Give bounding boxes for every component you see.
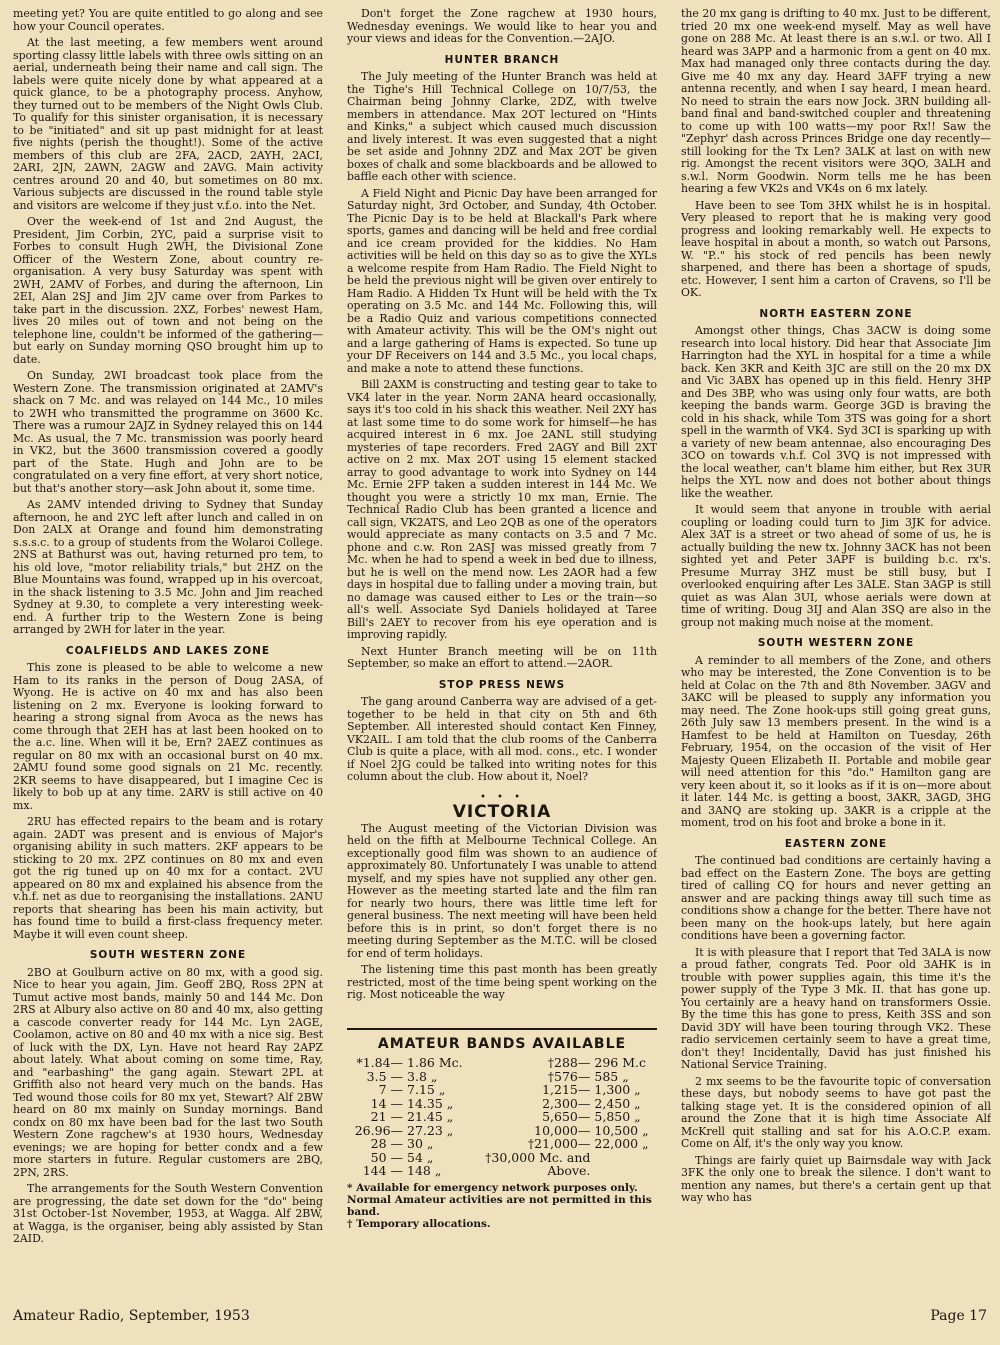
paragraph: Next Hunter Branch meeting will be on 11th September, so make an effort to attend.—2AOR. <box>347 644 657 670</box>
paragraph: 2 mx seems to be the favourite topic of conversation these days, but nobody seems to have got past the talking stage yet. It is the considered opinion of all around the Zone that it is high time Associate Alf McKrell quit stalling and sat for his A.O.C.P. exam. Come on Alf, it's the only way you know. <box>681 1074 991 1150</box>
bands-row <box>347 1164 657 1178</box>
paragraph: The continued bad conditions are certainly having a bad effect on the Eastern Zone. The boys are getting tired of calling CQ for hours and never getting an answer and are packing things away till such time as conditions show a change for the better. There have not been many on the hook-ups lately, but here again conditions have been a governing factor. <box>681 854 991 942</box>
bands-cell: †576— <box>547 1068 591 1084</box>
paragraph: A Field Night and Picnic Day have been arranged for Saturday night, 3rd October, and Sunday, 4th October. The Picnic Day is to be held at Blackall's Park where sports, games and dancing will be held and free cordial and ice cream provided for the kiddies. No Ham activities will be held on this day so as to give the XYLs a welcome respite from Ham Radio. The Field Night to be held the previous night will be given over entirely to Ham Radio. A Hidden Tx Hunt will be held with the Tx operating on 3.5 Mc. and 144 Mc. Following this, will be a Radio Quiz and various competitions connected with Amateur activity. This will be the OM's night out and a large gathering of Hams is expected. So tune up your DF Receivers on 144 and 3.5 Mc., you local chaps, and make a note to attend these functions. <box>347 186 657 375</box>
bands-cell: *1.84— <box>356 1055 404 1070</box>
bands-cell: 7 — <box>378 1082 404 1097</box>
bands-cell: 2,450 „ <box>594 1095 641 1111</box>
bands-cell: 585 „ <box>594 1068 629 1084</box>
bands-cell: 54 „ <box>407 1149 434 1165</box>
bands-cell: 5,650— <box>542 1109 591 1124</box>
bands-row <box>347 1070 657 1084</box>
bands-row <box>347 1110 657 1124</box>
paragraph: At the last meeting, a few members went around sporting classy little labels with three owls sitting on an aerial, underneath being their name and call sign. The labels were quite nicely done by what appeared at a quick glance, to be a photography process. Anyhow, they turned out to be members of the Night Owls Club. To qualify for this sinister organisation, it is necessary to be "initiated" and sit up past midnight for at least five nights (perish the thought!). Some of the active members of this club are 2FA, 2ACD, 2AYH, 2ACI, 2ARI, 2JN, 2AWN, 2AGW and 2AVG. Main activity centres around 20 and 40, but sometimes on 80 mx. Various subjects are discussed in the round table style and visitors are welcome if they just v.f.o. into the Net. <box>13 36 323 212</box>
bands-row <box>347 1151 657 1165</box>
paragraph: Bill 2AXM is constructing and testing gear to take to VK4 later in the year. Norm 2ANA heard occasionally, says it's too cold in his shack this weather. Neil 2XY has at last some time to do some work for himself—he has acquired interest in 6 mx. Joe 2ANL still studying mysteries of tape recorders. Fred 2AGY and Bill 2XT active on 2 mx. Max 2OT using 15 element stacked array to good advantage to work into Sydney on 144 Mc. Ernie 2FP taken a sudden interest in 144 Mc. We thought you were a strictly 10 mx man, Ernie. The Technical Radio Club has been granted a licence and call sign, VK2ATS, and Leo 2QB as one of the operators would appreciate as many contacts on 3.5 and 7 Mc. phone and c.w. Ron 2ASJ was missed greatly from 7 Mc. when he had to spend a week in bed due to illness, but he is well on the mend now. Les 2AOR had a few days in hospital due to falling under a moving train, but no damage was caused either to Les or the train—so all's well. Associate Syd Daniels holidayed at Taree Bill's 2AEY to recover from his eye operation and is improving rapidly. <box>347 378 657 641</box>
bands-cell: 148 „ <box>407 1163 442 1178</box>
page-footer <box>13 1308 987 1328</box>
bands-note: * Available for emergency network purposes only. Normal Amateur activities are not permitted in this band. <box>347 1181 652 1218</box>
bands-cell: †21,000— <box>527 1136 591 1151</box>
division-heading: VICTORIA <box>452 802 552 822</box>
section-heading: SOUTH WESTERN ZONE <box>757 637 915 649</box>
bands-cell: 22,000 „ <box>594 1136 649 1151</box>
paragraph: Don't forget the Zone ragchew at 1930 hours, Wednesday evenings. We would like to hear you and your views and ideas for the Convention.—2AJO. <box>347 8 657 45</box>
bands-cell: 21.45 „ <box>407 1109 454 1124</box>
bands-cell: 5,850 „ <box>594 1109 641 1124</box>
paragraph: the 20 mx gang is drifting to 40 mx. Just to be different, tried 20 mx one week-end myself. May as well have gone on 288 Mc. At least there is an s.w.l. or two. All I heard was 3APP and a harmonic from a gent on 40 mx. Max had managed only three contacts during the day. Give me 40 mx any day. Heard 3AFF trying a new antenna recently, and when I say heard, I mean heard. No need to strain the ears now Jock. 3RN building all-band final and band-switched coupler and threatening to come up with 100 watts—my poor Rx!! Saw the "Zephyr' dash across Princes Bridge one day recently—still looking for the Tx Len? 3ALK at last on with new rig. Amongst the recent visitors were 3QO, 3ALH and s.w.l. Norm Goodwin. Norm tells me he has been hearing a few VK2s and VK4s on 6 mx lately. <box>681 8 991 195</box>
section-heading: SOUTH WESTERN ZONE <box>89 949 247 961</box>
section-heading: EASTERN ZONE <box>784 837 888 850</box>
bands-cell <box>592 1151 657 1165</box>
paragraph: The listening time this past month has been greatly restricted, most of the time being spent working on the rig. Most noticeable the way <box>347 963 657 1001</box>
footer-page-number: Page 17 <box>930 1308 987 1324</box>
column-2 <box>347 8 657 1028</box>
bands-cell: 10,000— <box>534 1122 591 1138</box>
bands-cell: 14.35 „ <box>407 1095 454 1111</box>
section-heading: COALFIELDS AND LAKES ZONE <box>65 644 271 657</box>
bands-row <box>347 1137 657 1151</box>
paragraph: The August meeting of the Victorian Division was held on the fifth at Melbourne Technical College. An exceptionally good film was shown to an audience of approximately 80. Unfortunately I was unable to attend myself, and my spies have not supplied any other gen. However as the meeting started late and the film ran for nearly two hours, there was little time left for general business. The next meeting will have been held before this is in print, so don't forget there is no meeting during September as the M.T.C. will be closed for end of term holidays. <box>347 821 657 960</box>
paragraph: It is with pleasure that I report that Ted 3ALA is now a proud father, congrats Ted. Poor old 3AHK is in trouble with power supplies again, this time it's the power supply of the Type 3 Mk. II. that has gone up. You certainly are a heavy hand on transformers Ossie. By the time this has gone to press, Keith 3SS and son David 3DY will have been touring through VK2. These radio servicemen certainly seem to have a great time, don't they! Incidentally, David has just finished his National Service Training. <box>681 945 991 1071</box>
bands-cell: †30,000 Mc. and <box>485 1149 591 1165</box>
paragraph: meeting yet? You are quite entitled to go along and see how your Council operates. <box>13 8 323 33</box>
paragraph: A reminder to all members of the Zone, and others who may be interested, the Zone Convention is to be held at Colac on the 7th and 8th November. 3AGV and 3AKC will be pleased to supply any information you may need. The Zone hook-ups still going great guns, 26th July saw 13 members present. In the wind is a Hamfest to be held at Hamilton on Tuesday, 26th February, 1954, on the occasion of the visit of Her Majesty Queen Elizabeth II. Portable and mobile gear will need attention for this "do." Hamilton gang are very keen about it, so it looks as if it is on—more about it later. 144 Mc. is getting a boost, 3AKR, 3AGD, 3HG and 3ANQ are stoking up. 3AKR is a cripple at the moment, trod on his foot and broke a bone in it. <box>681 653 991 829</box>
column-1 <box>13 8 323 1293</box>
bands-table <box>347 1056 657 1178</box>
bands-row <box>347 1124 657 1138</box>
section-heading: STOP PRESS NEWS <box>438 678 566 691</box>
bands-cell: 1.86 Mc. <box>407 1055 463 1070</box>
paragraph: The gang around Canberra way are advised of a get-together to be held in that city on 5th and 6th September. All interested should contact Ken Finney, VK2AIL. I am told that the club rooms of the Canberra Club is quite a place, with all mod. cons., etc. I wonder if Noel 2JG could be talked into writing notes for this column about the club. How about it, Noel? <box>347 695 657 783</box>
paragraph: Amongst other things, Chas 3ACW is doing some research into local history. Did hear that Associate Jim Harrington had the XYL in hospital for a time a while back. Ken 3KR and Keith 3JC are still on the 20 mx DX and Vic 3ABX has opened up in this field. Henry 3HP and Des 3BP, who was using only four watts, are both keeping the bands warm. George 3GD is braving the cold in his shack, while Tom 3TS was going for a short spell in the warmth of VK4. Syd 3CI is sparking up with a variety of new beam antennae, also encouraging Des 3CO on towards v.h.f. Col 3VQ is not impressed with the local weather, can't blame him either, but Rex 3UR helps the XYL now and does not bother about things like the weather. <box>681 324 991 500</box>
paragraph: On Sunday, 2WI broadcast took place from the Western Zone. The transmission originated at 2AMV's shack on 7 Mc. and was relayed on 144 Mc., 10 miles to 2WH who transmitted the programme on 3600 Kc. There was a rumour 2AJZ in Sydney relayed this on 144 Mc. As usual, the 7 Mc. transmission was poorly heard in VK2, but the 3600 transmission covered a goodly part of the State. Hugh and John are to be congratulated on a very fine effort, at very short notice, but that's another story—ask John about it, some time. <box>13 369 323 495</box>
bands-cell: 2,300— <box>542 1095 591 1111</box>
bands-row <box>347 1083 657 1097</box>
bands-cell: †288— <box>547 1055 591 1070</box>
bands-cell: 27.23 „ <box>407 1122 454 1138</box>
bands-cell: 1,300 „ <box>594 1082 641 1097</box>
bands-cell: 7.15 „ <box>407 1082 446 1097</box>
bands-cell <box>592 1164 657 1178</box>
paragraph: The July meeting of the Hunter Branch was held at the Tighe's Hill Technical College on 10/7/53, the Chairman being Johnny Clarke, 2DZ, with twelve members in attendance. Max 2OT lectured on "Hints and Kinks," a subject which caused much discussion and lively interest. It was even suggested that a night be set aside and Johnny 2DZ and Max 2OT be given boxes of chalk and some blackboards and be allowed to baffle each other with science. <box>347 70 657 183</box>
bands-cell: 3.8 „ <box>407 1068 438 1084</box>
bands-cell: 3.5 — <box>366 1068 404 1084</box>
separator-dots: • • • <box>479 791 525 803</box>
bands-cell: 26.96— <box>354 1122 404 1138</box>
bands-row <box>347 1056 657 1070</box>
bands-cell: 10,500 „ <box>594 1122 649 1138</box>
bands-row <box>347 1097 657 1111</box>
bands-cell: 144 — <box>362 1163 404 1178</box>
bands-note: † Temporary allocations. <box>347 1217 491 1230</box>
bands-cell: 1,215— <box>542 1082 591 1097</box>
section-heading: HUNTER BRANCH <box>444 53 560 66</box>
section-heading: NORTH EASTERN ZONE <box>759 307 913 320</box>
paragraph: Over the week-end of 1st and 2nd August, the President, Jim Corbin, 2YC, paid a surprise visit to Forbes to consult Hugh 2WH, the Divisional Zone Officer of the Western Zone, about country re-organisation. A very busy Saturday was spent with 2WH, 2AMV of Forbes, and during the afternoon, Lin 2EI, Alan 2SJ and Jim 2JV came over from Parkes to take part in the discussion. 2XZ, Forbes' newest Ham, lives 20 miles out of town and not being on the telephone line, couldn't be informed of the gathering—but early on Sunday morning QSO brought him up to date. <box>13 215 323 366</box>
column-3 <box>681 8 991 1293</box>
paragraph: It would seem that anyone in trouble with aerial coupling or loading could turn to Jim 3JK for advice. Alex 3AT is a street or two ahead of some of us, he is actually building the new tx. Johnny 3ACK has not been sighted yet and Peter 3APF is building b.c. rx's. Presume Murray 3HZ must be still busy, but I overlooked enquiring after Les 3ALE. Stan 3AGP is still quiet as was Alan 3UI, whose aerials were down at time of writing. Doug 3IJ and Alan 3SQ are also in the group not making much noise at the moment. <box>681 503 991 629</box>
footer-publication: Amateur Radio, September, 1953 <box>13 1308 250 1324</box>
bands-cell: 50 — <box>370 1149 404 1165</box>
paragraph: Have been to see Tom 3HX whilst he is in hospital. Very pleased to report that he is making very good progress and looking remarkably well. He expects to leave hospital in about a month, so watch out Parsons, W. "P.." his stock of red pencils has been newly sharpened, and there has been a shortage of spuds, etc. However, I sent him a carton of Cravens, so I'll be OK. <box>681 198 991 299</box>
bands-cell: 30 „ <box>407 1136 434 1151</box>
bands-cell: 14 — <box>370 1095 404 1111</box>
paragraph: This zone is pleased to be able to welcome a new Ham to its ranks in the person of Doug 2ASA, of Wyong. He is active on 40 mx and has also been listening on 2 mx. Everyone is looking forward to hearing a strong signal from Avoca as the news has come through that 2EH has at last been hooked on to the a.c. line. When will it be, Ern? 2AEZ continues as regular on 80 mx with an occasional burst on 40 mx. 2AMU found some good signals on 21 Mc. recently. 2KR seems to have disappeared, but I imagine Cec is likely to bob up at any time. 2ARV is still active on 40 mx. <box>13 661 323 812</box>
paragraph: 2BO at Goulburn active on 80 mx, with a good sig. Nice to hear you again, Jim. Geoff 2BQ, Ross 2PN at Tumut active most bands, mainly 50 and 144 Mc. Don 2RS at Albury also active on 80 and 40 mx, also getting a cascode converter ready for 144 Mc. Lyn 2AGE, Coolamon, active on 80 and 40 mx with a nice sig. Best of luck with the DX, Lyn. Have not heard Ray 2APZ about lately. What about coming on some time, Ray, and "earbashing" the gang again. Stewart 2PL at Griffith also not heard very much on the bands. Has Ted wound those coils for 80 mx yet, Stewart? Alf 2BW heard on 80 mx mainly on Sunday mornings. Band condx on 80 mx have been bad for the last two South Western Zone ragchew's at 1930 hours, Wednesday evenings; we are hoping for better condx and a few more starters in future. Regular customers are 2BQ, 2PN, 2RS. <box>13 965 323 1179</box>
bands-cell: 28 — <box>370 1136 404 1151</box>
bands-cell: 296 M.c <box>594 1055 646 1070</box>
paragraph: The arrangements for the South Western Convention are progressing, the date set down for the "do" being 31st October-1st November, 1953, at Wagga. Alf 2BW, at Wagga, is the organiser, being ably assisted by Stan 2AID. <box>13 1182 323 1245</box>
paragraph: 2RU has effected repairs to the beam and is rotary again. 2ADT was present and is envious of Major's organising ability in such matters. 2KF appears to be sticking to 20 mx. 2PZ continues on 80 mx and even got the rig tuned up on 40 mx for a contact. 2VU appeared on 80 mx and explained his absence from the v.h.f. net as due to reorganising the installations. 2ANU reports that shearing has been his main activity, but has found time to build a first-class frequency meter. Maybe it will even count sheep. <box>13 815 323 941</box>
bands-cell: Above. <box>547 1163 591 1178</box>
bands-title: AMATEUR BANDS AVAILABLE <box>377 1036 627 1052</box>
paragraph: Things are fairly quiet up Bairnsdale way with Jack 3FK the only one to break the silence. I don't want to mention any names, but there's a certain gent up that way who has <box>681 1153 991 1204</box>
bands-cell: 21 — <box>370 1109 404 1124</box>
paragraph: As 2AMV intended driving to Sydney that Sunday afternoon, he and 2YC left after lunch and called in on Don 2ALX at Orange and found him demonstrating s.s.s.c. to a group of students from the Wolaroi College. 2NS at Bathurst was out, having returned pro tem, to his old love, "motor reliability trials," but 2HZ on the Blue Mountains was found, wrapped up in his overcoat, in the shack listening to 3.5 Mc. John and Jim reached Sydney at 9.30, to complete a very interesting week-end. A further trip to the Western Zone is being arranged by 2WH for later in the year. <box>13 498 323 636</box>
amateur-bands-box <box>347 1028 657 1230</box>
